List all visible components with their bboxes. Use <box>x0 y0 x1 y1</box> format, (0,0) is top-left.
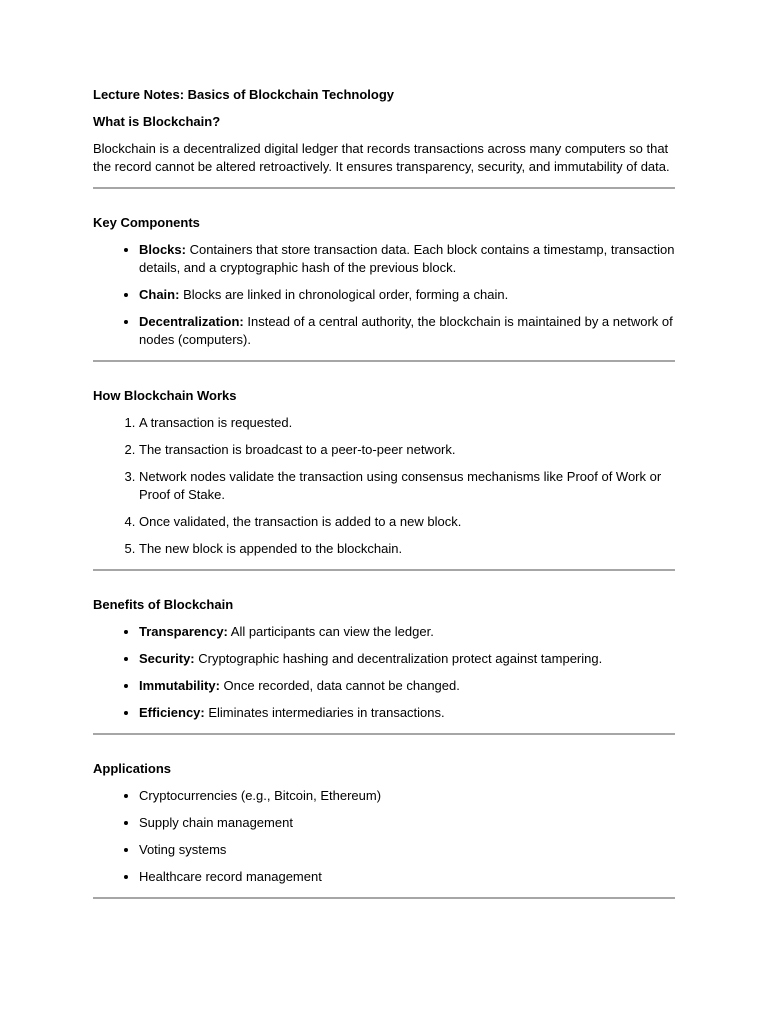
what-paragraph: Blockchain is a decentralized digital ledger that records transactions across many computers so that the record cannot be altered retroactively. It ensures transparency, security, and immutability of data. <box>93 141 670 174</box>
components-heading: Key Components <box>93 215 200 230</box>
list-item <box>139 241 675 277</box>
item-term: Efficiency: <box>139 705 205 720</box>
section-divider <box>93 569 675 571</box>
item-term: Transparency: <box>139 624 228 639</box>
list-item: • Voting systems <box>139 841 675 859</box>
item-text: Instead of a central authority, the blockchain is maintained by a network of nodes (computers). <box>139 314 673 347</box>
item-term: Decentralization: <box>139 314 244 329</box>
document-title: Lecture Notes: Basics of Blockchain Technology <box>93 87 394 102</box>
item-text: Once recorded, data cannot be changed. <box>219 678 460 693</box>
list-item <box>139 677 675 695</box>
components-list <box>93 241 675 349</box>
list-item: 2. The transaction is broadcast to a peer-to-peer network. <box>139 441 675 459</box>
document-content <box>93 86 675 899</box>
list-item: 1. A transaction is requested. <box>139 414 675 432</box>
benefits-heading: Benefits of Blockchain <box>93 597 234 612</box>
item-text: Eliminates intermediaries in transactions. <box>204 705 445 720</box>
benefits-list <box>93 623 675 722</box>
list-item: 3. Network nodes validate the transaction using consensus mechanisms like Proof of Work or Proof of Stake. <box>139 468 675 504</box>
list-item <box>139 650 675 668</box>
section-divider <box>93 733 675 735</box>
works-heading: How Blockchain Works <box>93 388 237 403</box>
section-divider <box>93 360 675 362</box>
list-item <box>139 286 675 304</box>
item-text: Cryptographic hashing and decentralization protect against tampering. <box>194 651 603 666</box>
section-divider <box>93 187 675 189</box>
list-item: • Healthcare record management <box>139 868 675 886</box>
list-item: • Supply chain management <box>139 814 675 832</box>
what-heading: What is Blockchain? <box>93 114 221 129</box>
item-term: Blocks: <box>139 242 186 257</box>
list-item: 4. Once validated, the transaction is added to a new block. <box>139 513 675 531</box>
item-text: Blocks are linked in chronological order, forming a chain. <box>179 287 509 302</box>
list-item <box>139 623 675 641</box>
item-text: Containers that store transaction data. Each block contains a timestamp, transaction details, and a cryptographic hash of the previous block. <box>139 242 675 275</box>
section-divider <box>93 897 675 899</box>
item-term: Chain: <box>139 287 180 302</box>
works-steps-list <box>93 414 675 558</box>
list-item <box>139 704 675 722</box>
item-text: All participants can view the ledger. <box>227 624 434 639</box>
applications-list <box>93 787 675 886</box>
applications-heading: Applications <box>93 761 172 776</box>
item-term: Immutability: <box>139 678 220 693</box>
list-item: • Cryptocurrencies (e.g., Bitcoin, Ethereum) <box>139 787 675 805</box>
item-term: Security: <box>139 651 195 666</box>
list-item <box>139 313 675 349</box>
list-item: 5. The new block is appended to the blockchain. <box>139 540 675 558</box>
